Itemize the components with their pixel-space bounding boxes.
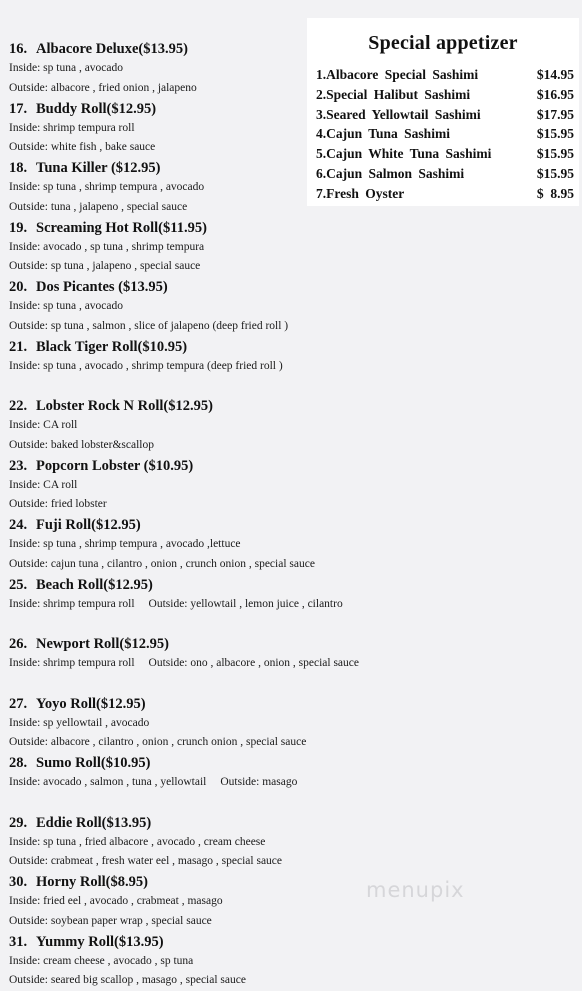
roll-item xyxy=(9,872,569,932)
appetizer-name: 7.Fresh Oyster xyxy=(316,184,404,204)
roll-number: 21. xyxy=(9,337,36,357)
roll-number: 25. xyxy=(9,575,36,595)
roll-outside: Outside: ono , albacore , onion , special sauce xyxy=(149,657,359,669)
roll-title xyxy=(9,456,569,476)
special-appetizer-item xyxy=(316,65,574,85)
roll-inside: Inside: sp yellowtail , avocado xyxy=(9,714,569,734)
special-appetizer-item xyxy=(316,164,574,184)
roll-name: Fuji Roll($12.95) xyxy=(36,517,141,533)
roll-number: 24. xyxy=(9,515,36,535)
roll-inside: Inside: sp tuna , shrimp tempura , avocado ,lettuce xyxy=(9,535,569,555)
roll-inside: Inside: cream cheese , avocado , sp tuna xyxy=(9,952,569,972)
appetizer-name: 3.Seared Yellowtail Sashimi xyxy=(316,105,481,125)
roll-outside: Outside: soybean paper wrap , special sauce xyxy=(9,912,569,932)
roll-item xyxy=(9,753,569,813)
roll-number: 27. xyxy=(9,694,36,714)
roll-outside: Outside: tuna , jalapeno , special sauce xyxy=(9,198,569,218)
roll-outside: Outside: baked lobster&scallop xyxy=(9,436,569,456)
roll-inside: Inside: CA roll xyxy=(9,476,569,496)
appetizer-price: $ 8.95 xyxy=(537,184,574,204)
roll-number: 26. xyxy=(9,634,36,654)
roll-item xyxy=(9,694,569,754)
roll-title xyxy=(9,872,569,892)
roll-number: 17. xyxy=(9,99,36,119)
roll-item xyxy=(9,813,569,873)
roll-inside: Inside: sp tuna , avocado xyxy=(9,297,569,317)
roll-inside: Inside: fried eel , avocado , crabmeat , masago xyxy=(9,892,569,912)
roll-inside: Inside: sp tuna , shrimp tempura , avocado xyxy=(9,178,569,198)
roll-number: 31. xyxy=(9,932,36,952)
roll-title xyxy=(9,813,569,833)
roll-item xyxy=(9,277,569,337)
roll-number: 16. xyxy=(9,39,36,59)
special-appetizer-item xyxy=(316,85,574,105)
roll-title xyxy=(9,753,569,773)
roll-outside: Outside: crabmeat , fresh water eel , masago , special sauce xyxy=(9,852,569,872)
roll-number: 22. xyxy=(9,396,36,416)
roll-title xyxy=(9,396,569,416)
roll-title xyxy=(9,277,569,297)
roll-title xyxy=(9,218,569,238)
roll-name: Dos Picantes ($13.95) xyxy=(36,279,168,295)
roll-name: Horny Roll($8.95) xyxy=(36,874,148,890)
appetizer-name: 2.Special Halibut Sashimi xyxy=(316,85,470,105)
roll-inside: Inside: sp tuna , avocado , shrimp tempura (deep fried roll ) xyxy=(9,357,569,377)
roll-outside: Outside: cajun tuna , cilantro , onion , crunch onion , special sauce xyxy=(9,555,569,575)
appetizer-name: 6.Cajun Salmon Sashimi xyxy=(316,164,464,184)
special-appetizer-item xyxy=(316,105,574,125)
roll-title xyxy=(9,694,569,714)
roll-name: Tuna Killer ($12.95) xyxy=(36,160,160,176)
special-appetizer-item xyxy=(316,144,574,164)
roll-number: 18. xyxy=(9,158,36,178)
appetizer-price: $16.95 xyxy=(537,85,574,105)
roll-number: 28. xyxy=(9,753,36,773)
roll-title xyxy=(9,634,569,654)
roll-inside: Inside: shrimp tempura roll xyxy=(9,598,135,610)
roll-outside: Outside: albacore , fried onion , jalapeno xyxy=(9,79,569,99)
roll-number: 29. xyxy=(9,813,36,833)
roll-inside: Inside: sp tuna , fried albacore , avocado , cream cheese xyxy=(9,833,569,853)
roll-outside: Outside: albacore , cilantro , onion , crunch onion , special sauce xyxy=(9,733,569,753)
roll-item xyxy=(9,396,569,456)
roll-number: 19. xyxy=(9,218,36,238)
roll-name: Lobster Rock N Roll($12.95) xyxy=(36,398,213,414)
roll-outside: Outside: fried lobster xyxy=(9,495,569,515)
menupix-watermark: menupix xyxy=(366,878,465,902)
roll-inside: Inside: sp tuna , avocado xyxy=(9,59,569,79)
roll-outside: Outside: masago xyxy=(220,776,297,788)
appetizer-price: $14.95 xyxy=(537,65,574,85)
roll-name: Buddy Roll($12.95) xyxy=(36,101,156,117)
roll-item xyxy=(9,575,569,635)
roll-title xyxy=(9,515,569,535)
appetizer-price: $17.95 xyxy=(537,105,574,125)
roll-item xyxy=(9,515,569,575)
roll-inside: Inside: avocado , sp tuna , shrimp tempura xyxy=(9,238,569,258)
roll-item xyxy=(9,218,569,278)
roll-title xyxy=(9,575,569,595)
special-appetizer-title: Special appetizer xyxy=(307,32,579,55)
special-appetizer-item xyxy=(316,124,574,144)
roll-title xyxy=(9,337,569,357)
appetizer-name: 4.Cajun Tuna Sashimi xyxy=(316,124,450,144)
roll-number: 30. xyxy=(9,872,36,892)
roll-name: Yoyo Roll($12.95) xyxy=(36,696,146,712)
special-appetizer-list xyxy=(316,65,574,204)
roll-item xyxy=(9,456,569,516)
roll-name: Newport Roll($12.95) xyxy=(36,636,169,652)
appetizer-price: $15.95 xyxy=(537,124,574,144)
roll-outside: Outside: sp tuna , salmon , slice of jalapeno (deep fried roll ) xyxy=(9,317,569,337)
appetizer-name: 5.Cajun White Tuna Sashimi xyxy=(316,144,491,164)
roll-number: 23. xyxy=(9,456,36,476)
roll-title xyxy=(9,932,569,952)
roll-ingredients xyxy=(9,595,569,615)
roll-outside: Outside: sp tuna , jalapeno , special sauce xyxy=(9,257,569,277)
roll-ingredients xyxy=(9,654,569,674)
roll-number: 20. xyxy=(9,277,36,297)
roll-inside: Inside: shrimp tempura roll xyxy=(9,657,135,669)
roll-name: Yummy Roll($13.95) xyxy=(36,934,164,950)
roll-name: Beach Roll($12.95) xyxy=(36,577,153,593)
special-appetizer-box xyxy=(307,18,579,206)
roll-inside: Inside: CA roll xyxy=(9,416,569,436)
roll-name: Sumo Roll($10.95) xyxy=(36,755,150,771)
roll-item xyxy=(9,634,569,694)
roll-ingredients xyxy=(9,773,569,793)
roll-inside: Inside: shrimp tempura roll xyxy=(9,119,569,139)
roll-item xyxy=(9,932,569,991)
roll-outside: Outside: white fish , bake sauce xyxy=(9,138,569,158)
appetizer-name: 1.Albacore Special Sashimi xyxy=(316,65,478,85)
roll-inside: Inside: avocado , salmon , tuna , yellowtail xyxy=(9,776,206,788)
roll-item xyxy=(9,337,569,397)
roll-outside: Outside: seared big scallop , masago , special sauce xyxy=(9,971,569,991)
roll-name: Screaming Hot Roll($11.95) xyxy=(36,220,207,236)
special-appetizer-item xyxy=(316,184,574,204)
roll-name: Black Tiger Roll($10.95) xyxy=(36,339,187,355)
roll-outside: Outside: yellowtail , lemon juice , cilantro xyxy=(149,598,343,610)
appetizer-price: $15.95 xyxy=(537,144,574,164)
roll-name: Albacore Deluxe($13.95) xyxy=(36,41,188,57)
appetizer-price: $15.95 xyxy=(537,164,574,184)
roll-name: Eddie Roll($13.95) xyxy=(36,815,151,831)
roll-name: Popcorn Lobster ($10.95) xyxy=(36,458,193,474)
